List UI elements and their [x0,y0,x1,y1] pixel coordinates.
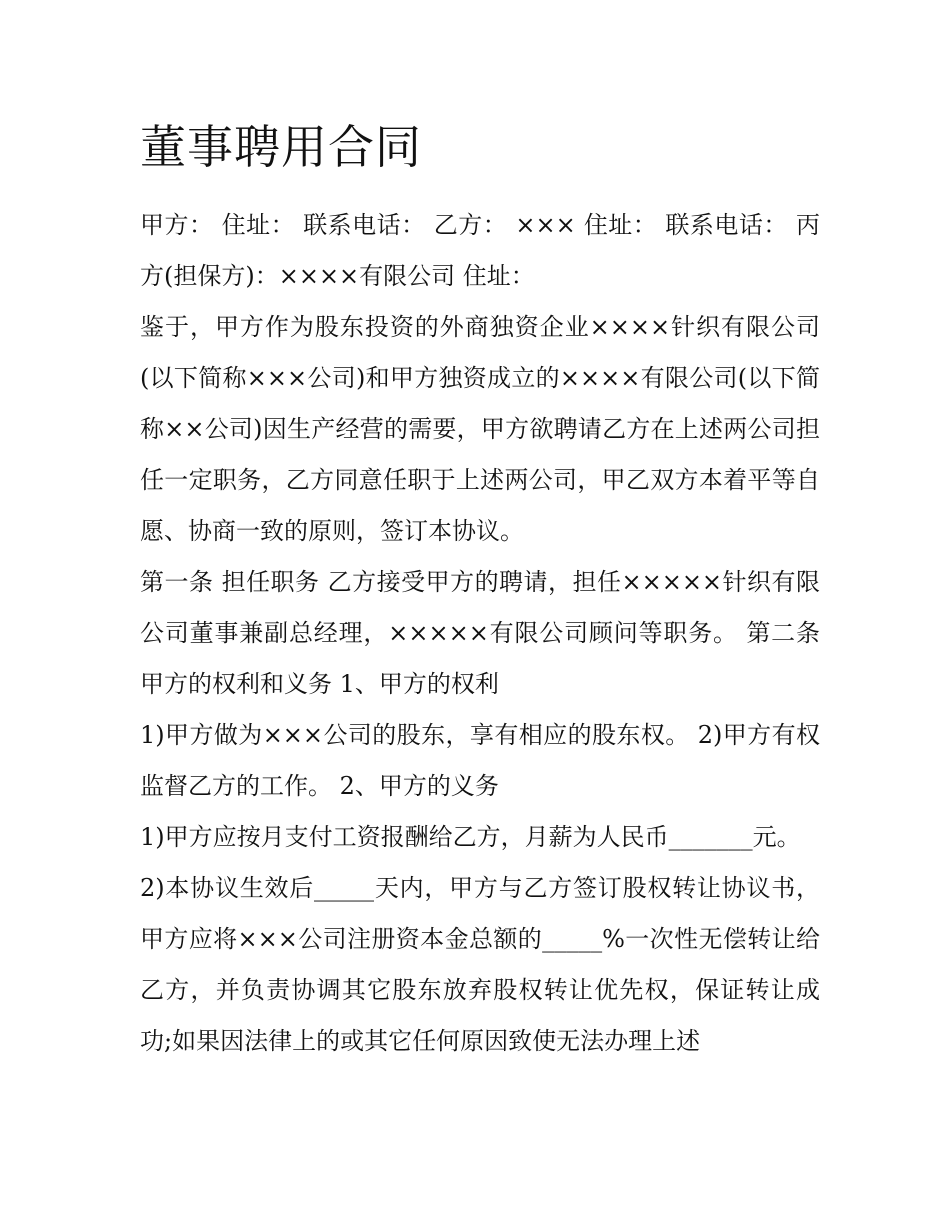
paragraph-parties: 甲方： 住址： 联系电话： 乙方： ××× 住址： 联系电话： 丙方(担保方)：××××有限公司 住址： [140,211,820,290]
document-page [140,112,820,1067]
paragraph-preamble: 鉴于，甲方作为股东投资的外商独资企业××××针织有限公司(以下简称×××公司)和甲方独资成立的××××有限公司(以下简称××公司)因生产经营的需要，甲方欲聘请乙方在上述两公司担任一定职务，乙方同意任职于上述两公司，甲乙双方本着平等自愿、协商一致的原则，签订本协议。 [140,313,820,545]
document-title: 董事聘用合同 [140,120,422,174]
paragraph-party-a-rights: 1)甲方做为×××公司的股东，享有相应的股东权。 2)甲方有权监督乙方的工作。 2、甲方的义务 [140,721,820,800]
paragraph-salary: 1)甲方应按月支付工资报酬给乙方，月薪为人民币_______元。 [140,823,801,851]
paragraph-equity-transfer: 2)本协议生效后_____天内，甲方与乙方签订股权转让协议书，甲方应将×××公司注册资本金总额的_____%一次性无偿转让给乙方，并负责协调其它股东放弃股权转让优先权，保证转让成功;如果因法律上的或其它任何原因致使无法办理上述 [140,874,820,1055]
paragraph-article-1: 第一条 担任职务 乙方接受甲方的聘请，担任×××××针织有限公司董事兼副总经理，×××××有限公司顾问等职务。 第二条 甲方的权利和义务 1、甲方的权利 [140,568,820,698]
